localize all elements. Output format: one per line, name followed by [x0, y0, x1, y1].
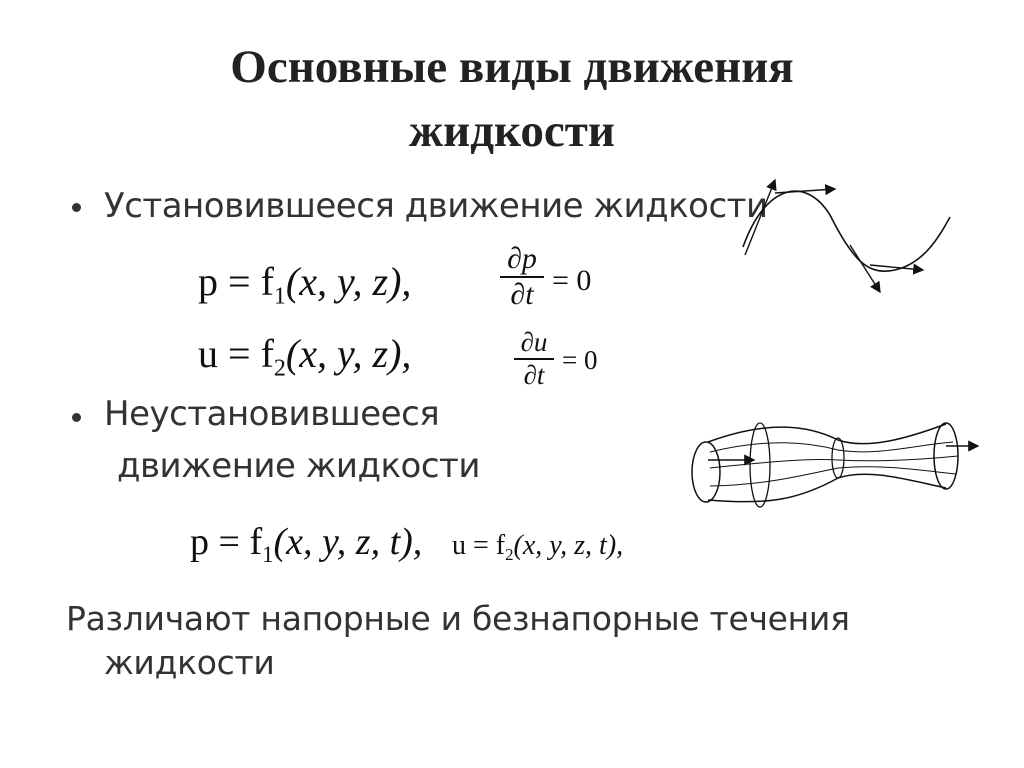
formula-unsteady-pressure: $p = f_1(x$, y, z, t),: [190, 521, 423, 567]
bullet-unsteady-flow-line2: движение жидкости: [117, 446, 480, 486]
fraction-dp-dt: ∂p ∂t: [500, 242, 544, 312]
footer-line1: Различают напорные и безнапорные течения: [66, 599, 850, 638]
variable-pipe-flow-diagram: [688, 410, 988, 520]
streamline-curve-diagram: [735, 175, 965, 305]
slide-title-line2: жидкости: [409, 105, 615, 157]
formula-steady-velocity: $u = f_2(x$, y, z),: [198, 331, 412, 382]
formula-steady-pressure: $p = f_1(x$, y, z),: [198, 259, 412, 310]
bullet-dot: [72, 413, 81, 422]
equals-zero-dp: = 0: [552, 264, 592, 297]
footer-line2: жидкости: [104, 643, 275, 682]
slide-title-line1: Основные виды движения: [230, 41, 794, 93]
bullet-unsteady-flow-line1: Неустановившееся: [104, 394, 440, 434]
bullet-dot: [72, 203, 81, 212]
equals-zero-du: = 0: [562, 345, 598, 375]
formula-unsteady-velocity: $u = f_2(x$, y, z, t),: [452, 530, 624, 564]
fraction-du-dt: ∂u ∂t: [514, 327, 554, 391]
bullet-steady-flow: Установившееся движение жидкости: [104, 186, 768, 226]
